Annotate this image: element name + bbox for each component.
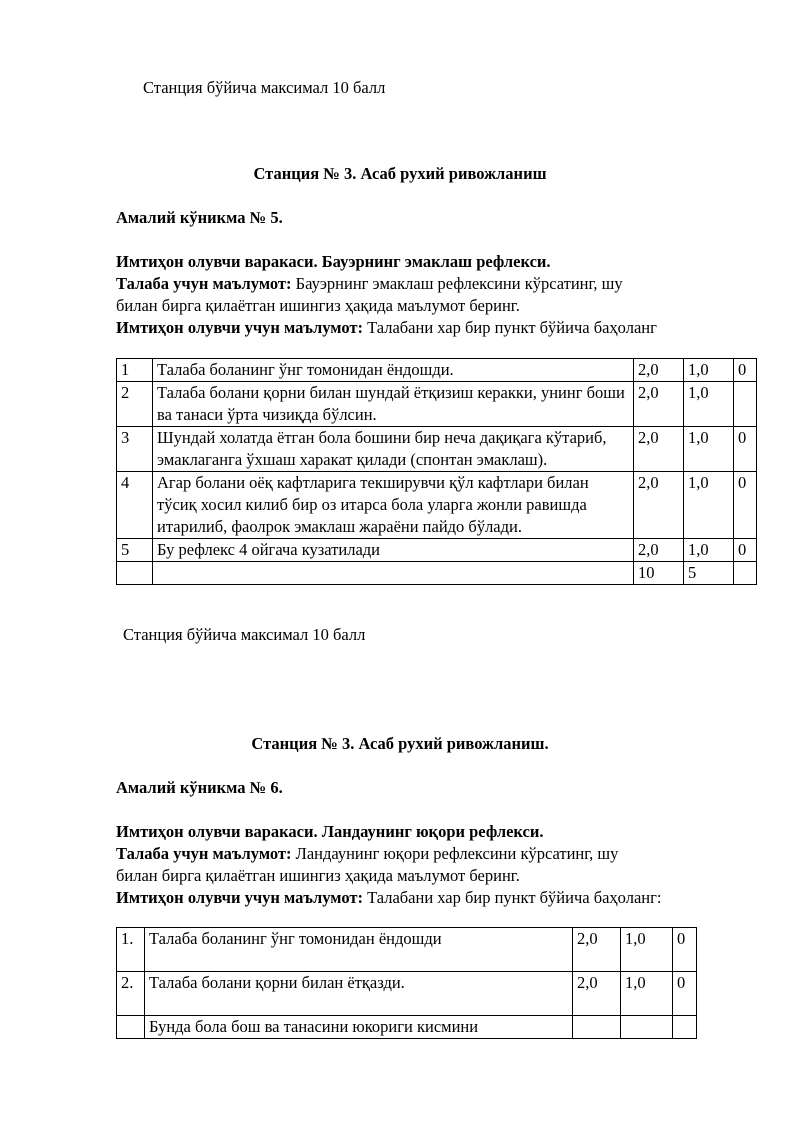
criteria-table-1	[116, 358, 757, 585]
examiner-info-text-2: Талабани хар бир пункт бўйича баҳоланг:	[362, 888, 662, 907]
total-zero	[734, 562, 757, 585]
score-zero: 0	[673, 928, 697, 972]
sheet-title-2: Имтиҳон олувчи варакаси. Ландаунинг юқори рефлекси.	[116, 822, 544, 841]
row-text: Талаба болани қорни билан ётқазди.	[145, 972, 573, 1016]
score-full: 2,0	[634, 539, 684, 562]
table-row	[117, 539, 757, 562]
row-text: Талаба боланинг ўнг томонидан ёндошди	[145, 928, 573, 972]
score-partial: 1,0	[684, 359, 734, 382]
row-text: Бу рефлекс 4 ойгача кузатилади	[153, 539, 634, 562]
table-total-row	[117, 562, 757, 585]
examiner-info-text-1: Талабани хар бир пункт бўйича баҳоланг	[362, 318, 657, 337]
row-text: Бунда бола бош ва танасини юкориги кисмини	[145, 1016, 573, 1039]
max-note-1: Станция бўйича максимал 10 балл	[123, 625, 366, 644]
row-number: 4	[117, 472, 153, 539]
table-row	[117, 1016, 697, 1039]
skill-title-2: Амалий кўникма № 6.	[116, 778, 283, 797]
table-row	[117, 928, 697, 972]
row-number: 5	[117, 539, 153, 562]
score-partial: 1,0	[621, 928, 673, 972]
score-zero: 0	[734, 427, 757, 472]
score-zero: 0	[734, 359, 757, 382]
student-info-label-1: Талаба учун маълумот:	[116, 274, 292, 293]
student-info-text-1b: билан бирга қилаётган ишингиз ҳақида маълумот беринг.	[116, 296, 520, 315]
total-partial: 5	[684, 562, 734, 585]
student-info-label-2: Талаба учун маълумот:	[116, 844, 292, 863]
student-info-text-2b: билан бирга қилаётган ишингиз ҳақида маълумот беринг.	[116, 866, 520, 885]
row-number	[117, 562, 153, 585]
score-full	[573, 1016, 621, 1039]
skill-title-1: Амалий кўникма № 5.	[116, 208, 283, 227]
row-number: 1.	[117, 928, 145, 972]
row-text: Талаба боланинг ўнг томонидан ёндошди.	[153, 359, 634, 382]
score-full: 2,0	[634, 382, 684, 427]
row-text: Шундай холатда ётган бола бошини бир неча дақиқага кўтариб, эмаклаганга ўхшаш харакат қилади (спонтан эмаклаш).	[153, 427, 634, 472]
criteria-table-2	[116, 927, 697, 1039]
top-max-note: Станция бўйича максимал 10 балл	[143, 78, 386, 97]
student-info-text-2: Ландаунинг юқори рефлексини кўрсатинг, шу	[291, 844, 619, 863]
score-partial: 1,0	[684, 382, 734, 427]
table-row	[117, 427, 757, 472]
score-full: 2,0	[573, 928, 621, 972]
score-zero: 0	[673, 972, 697, 1016]
row-text: Талаба болани қорни билан шундай ётқизиш керакки, унинг боши ва танаси ўрта чизиқда бўлсин.	[153, 382, 634, 427]
row-text: Агар болани оёқ кафтларига текширувчи қўл кафтлари билан тўсиқ хосил килиб бир оз итарса бола уларга жонли равишда итарилиб, фаолрок эмаклаш жараёни пайдо бўлади.	[153, 472, 634, 539]
student-info-1	[116, 273, 623, 295]
score-partial	[621, 1016, 673, 1039]
examiner-info-label-1: Имтиҳон олувчи учун маълумот:	[116, 318, 363, 337]
table-row	[117, 382, 757, 427]
score-full: 2,0	[634, 427, 684, 472]
score-partial: 1,0	[684, 427, 734, 472]
station-title-2: Станция № 3. Асаб рухий ривожланиш.	[251, 734, 549, 753]
score-zero: 0	[734, 472, 757, 539]
score-full: 2,0	[573, 972, 621, 1016]
student-info-2	[116, 843, 618, 865]
row-number: 3	[117, 427, 153, 472]
score-zero	[673, 1016, 697, 1039]
examiner-info-1	[116, 317, 657, 339]
examiner-info-2	[116, 887, 661, 909]
station-title-1: Станция № 3. Асаб рухий ривожланиш	[253, 164, 547, 183]
score-partial: 1,0	[621, 972, 673, 1016]
row-number: 1	[117, 359, 153, 382]
row-text	[153, 562, 634, 585]
row-number: 2	[117, 382, 153, 427]
score-zero	[734, 382, 757, 427]
table-row	[117, 359, 757, 382]
student-info-text-1: Бауэрнинг эмаклаш рефлексини кўрсатинг, шу	[291, 274, 623, 293]
table-row	[117, 472, 757, 539]
row-number: 2.	[117, 972, 145, 1016]
score-partial: 1,0	[684, 539, 734, 562]
score-full: 2,0	[634, 359, 684, 382]
score-full: 2,0	[634, 472, 684, 539]
row-number	[117, 1016, 145, 1039]
examiner-info-label-2: Имтиҳон олувчи учун маълумот:	[116, 888, 363, 907]
score-zero: 0	[734, 539, 757, 562]
sheet-title-1: Имтиҳон олувчи варакаси. Бауэрнинг эмаклаш рефлекси.	[116, 252, 551, 271]
score-partial: 1,0	[684, 472, 734, 539]
table-row	[117, 972, 697, 1016]
total-full: 10	[634, 562, 684, 585]
